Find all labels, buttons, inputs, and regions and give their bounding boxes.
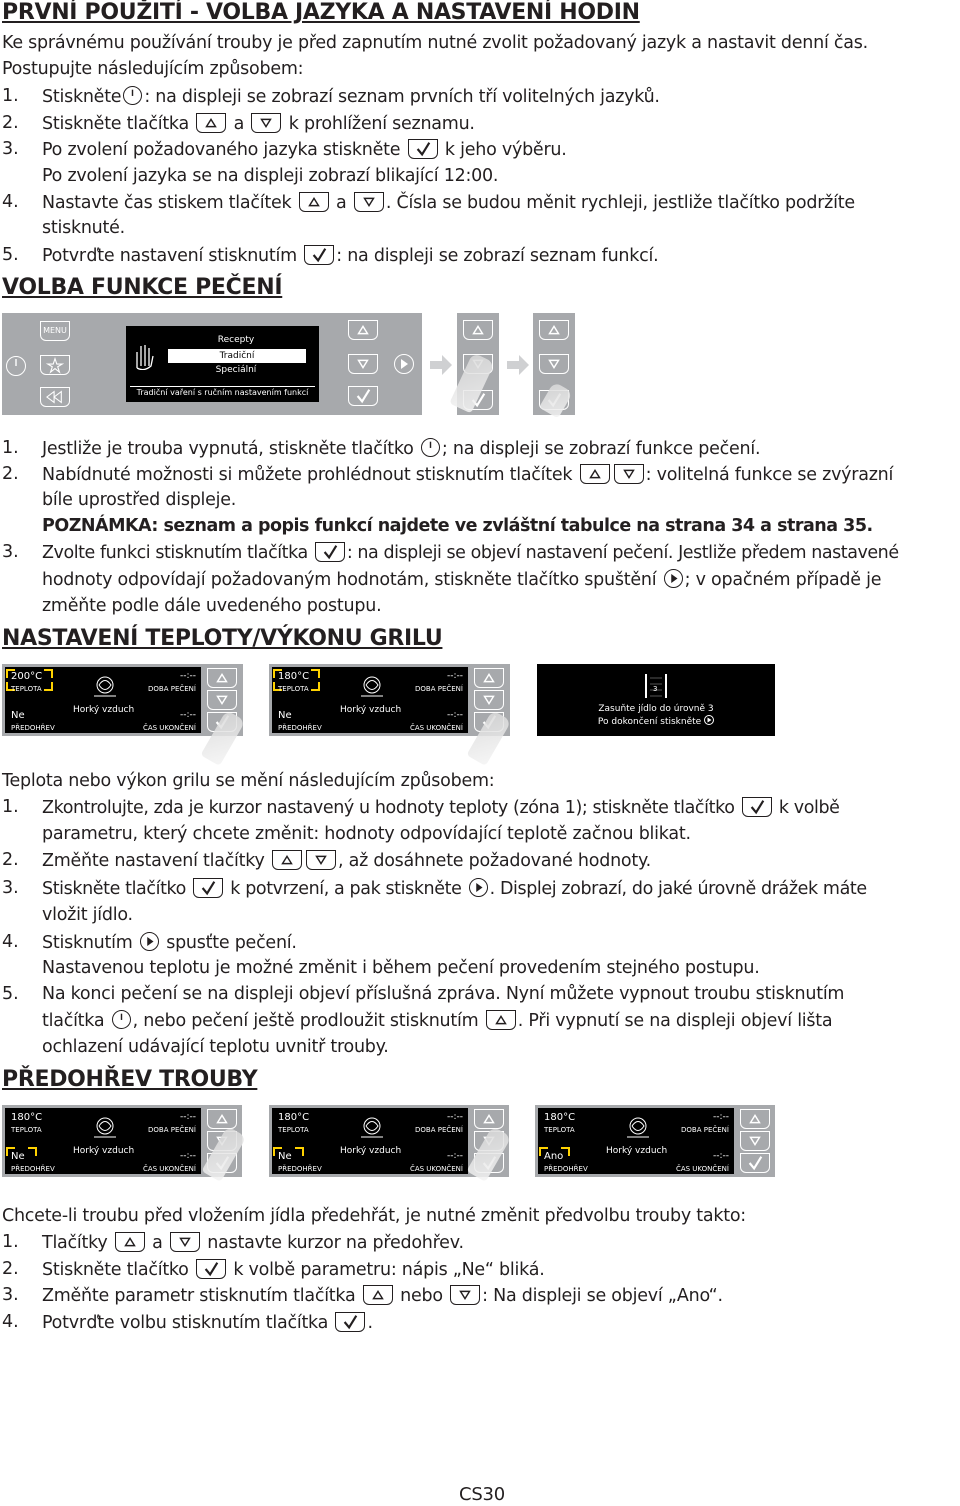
down-arrow-icon [450, 1285, 480, 1305]
up-arrow-icon [272, 850, 302, 870]
preheat-label: PŘEDOHŘEV [11, 724, 55, 732]
down-arrow-icon [354, 192, 384, 212]
menu-option-recepty: Recepty [217, 335, 255, 345]
end-time-label: ČAS UKONČENÍ [675, 1165, 729, 1173]
menu-button[interactable]: MENU [40, 321, 70, 341]
arrow-right-icon [430, 355, 452, 375]
step-text: Potvrďte volbu stisknutím tlačítka . [42, 1313, 373, 1333]
play-icon [469, 878, 488, 897]
step-text: hodnoty odpovídají požadovaným hodnotám, stiskněte tlačítko spuštění ; v opačném případě je [42, 570, 882, 590]
step-text: Stiskněte tlačítka a k prohlížení seznamu. [42, 114, 475, 134]
confirm-button[interactable] [740, 1153, 770, 1173]
fan-icon [624, 1113, 652, 1139]
up-button[interactable] [348, 320, 378, 340]
power-icon [112, 1010, 131, 1029]
up-arrow-icon [196, 113, 226, 133]
step-text: Po zvolení jazyka se na displeji zobrazí blikající 12:00. [42, 166, 499, 186]
step-number: 5. [2, 245, 19, 265]
step-text: Zkontrolujte, zda je kurzor nastavený u hodnoty teploty (zóna 1); stiskněte tlačítko k volbě [42, 798, 840, 818]
confirm-button[interactable] [348, 386, 378, 406]
step-text: Stisknutím spusťte pečení. [42, 933, 297, 953]
step-text: vložit jídlo. [42, 905, 133, 925]
note-text: POZNÁMKA: seznam a popis funkcí najdete ve zvláštní tabulce na strana 34 a strana 35. [42, 516, 873, 536]
temp-value: 180°C [278, 1112, 310, 1123]
fan-icon [358, 1113, 386, 1139]
level-display [537, 664, 775, 736]
time-label: DOBA PEČENÍ [148, 1126, 196, 1134]
step-number: 1. [2, 86, 19, 106]
end-time-value: --:-- [712, 1151, 729, 1161]
hand-icon [133, 342, 155, 370]
cursor-corner-icon [27, 1147, 37, 1157]
time-value: --:-- [179, 671, 196, 681]
step-text: Potvrďte nastavení stisknutím : na displeji se zobrazí seznam funkcí. [42, 246, 659, 266]
step-number: 4. [2, 932, 19, 952]
temp-value: 180°C [544, 1112, 576, 1123]
step-number: 1. [2, 1232, 19, 1252]
step-text: parametru, který chcete změnit: hodnoty odpovídající teplotě začnou blikat. [42, 824, 691, 844]
step-number: 1. [2, 797, 19, 817]
fan-icon [91, 672, 119, 698]
down-button[interactable] [348, 354, 378, 374]
end-time-label: ČAS UKONČENÍ [409, 1165, 463, 1173]
temp-label: TEPLOTA [11, 1126, 42, 1134]
section-title-preheat: PŘEDOHŘEV TROUBY [2, 1067, 258, 1092]
control-panel [269, 664, 510, 736]
down-button[interactable] [207, 690, 237, 710]
cursor-corner-icon [310, 669, 320, 679]
function-name: Horký vzduch [340, 1146, 402, 1156]
down-button[interactable] [740, 1131, 770, 1151]
temp-label: TEPLOTA [11, 685, 42, 693]
start-button[interactable] [394, 354, 414, 374]
up-button[interactable] [474, 668, 504, 688]
down-arrow-icon [251, 113, 281, 133]
menu-option-selected: Tradiční [168, 349, 306, 363]
time-value: --:-- [712, 1112, 729, 1122]
temp-label: TEPLOTA [278, 1126, 309, 1134]
preheat-label: PŘEDOHŘEV [278, 1165, 322, 1173]
temp-value: 180°C [278, 671, 310, 682]
step-number: 3. [2, 139, 19, 159]
function-name: Horký vzduch [606, 1146, 668, 1156]
control-panel [2, 313, 422, 415]
step-number: 5. [2, 984, 19, 1004]
step-number: 1. [2, 438, 19, 458]
up-button[interactable] [463, 320, 493, 340]
setting-display [272, 1108, 468, 1174]
insert-food-message: Zasuňte jídlo do úrovně 3 [598, 704, 714, 714]
function-display [126, 326, 319, 402]
power-icon [123, 86, 142, 105]
fan-icon [358, 672, 386, 698]
up-arrow-icon [363, 1285, 393, 1305]
power-button[interactable] [6, 356, 26, 376]
down-button[interactable] [474, 690, 504, 710]
step-text: Nastavenou teplotu je možné změnit i během pečení provedením stejného postupu. [42, 958, 760, 978]
preheat-value: Ne [278, 1151, 292, 1162]
function-name: Horký vzduch [340, 705, 402, 715]
up-button[interactable] [740, 1109, 770, 1129]
step-text: Stiskněte tlačítko k volbě parametru: nápis „Ne“ bliká. [42, 1260, 545, 1280]
favorite-button[interactable] [40, 355, 70, 375]
step-number: 2. [2, 113, 19, 133]
control-panel [535, 1105, 775, 1177]
end-time-value: --:-- [446, 710, 463, 720]
up-button[interactable] [539, 320, 569, 340]
step-number: 2. [2, 850, 19, 870]
cursor-corner-icon [310, 681, 320, 691]
step-text: Po zvolení požadovaného jazyka stiskněte k jeho výběru. [42, 140, 567, 160]
confirm-icon [196, 1259, 226, 1279]
preheat-value: Ne [11, 1151, 25, 1162]
step-number: 4. [2, 1312, 19, 1332]
up-button[interactable] [207, 668, 237, 688]
confirm-icon [742, 797, 772, 817]
step-text: Tlačítky a nastavte kurzor na předohřev. [42, 1233, 464, 1253]
display-footer: Tradiční vaření s ručním nastavením funkcí [136, 388, 309, 397]
up-arrow-icon [115, 1232, 145, 1252]
section-title-first-use: PRVNÍ POUŽITÍ - VOLBA JAZYKA A NASTAVENÍ HODIN [2, 0, 640, 25]
step-number: 2. [2, 464, 19, 484]
step-number: 4. [2, 192, 19, 212]
confirm-icon [335, 1312, 365, 1332]
play-icon [664, 569, 683, 588]
cursor-corner-icon [43, 669, 53, 679]
section-title-temperature: NASTAVENÍ TEPLOTY/VÝKONU GRILU [2, 626, 443, 651]
temp-label: TEPLOTA [544, 1126, 575, 1134]
step-text: stisknuté. [42, 218, 125, 238]
end-time-value: --:-- [179, 710, 196, 720]
step-number: 3. [2, 1285, 19, 1305]
up-button[interactable] [474, 1109, 504, 1129]
time-label: DOBA PEČENÍ [681, 1126, 729, 1134]
end-time-value: --:-- [179, 1151, 196, 1161]
step-text: Nabídnuté možnosti si můžete prohlédnout stisknutím tlačítek : volitelná funkce se zvýrazní [42, 465, 894, 485]
function-name: Horký vzduch [73, 705, 135, 715]
up-arrow-icon [486, 1010, 516, 1030]
preheat-value: Ne [278, 710, 292, 721]
confirm-icon [408, 139, 438, 159]
confirm-icon [304, 245, 334, 265]
intro-text: Teplota nebo výkon grilu se mění následujícím způsobem: [2, 771, 495, 791]
play-icon [704, 715, 714, 725]
end-time-label: ČAS UKONČENÍ [142, 724, 196, 732]
step-number: 2. [2, 1259, 19, 1279]
down-button[interactable] [539, 354, 569, 374]
preheat-label: PŘEDOHŘEV [544, 1165, 588, 1173]
step-text: Jestliže je trouba vypnutá, stiskněte tlačítko ; na displeji se zobrazí funkce pečení. [42, 439, 761, 459]
power-icon [421, 438, 440, 457]
step-number: 3. [2, 878, 19, 898]
step-text: Zvolte funkci stisknutím tlačítka : na displeji se objeví nastavení pečení. Jestliže předem nastavené [42, 543, 899, 563]
intro-text: Postupujte následujícím způsobem: [2, 59, 304, 79]
intro-text: Ke správnému používání trouby je před zapnutím nutné zvolit požadovaný jazyk a nastavit denní čas. [2, 33, 868, 53]
step-text: Nastavte čas stiskem tlačítek a . Čísla se budou měnit rychleji, jestliže tlačítko podržíte [42, 193, 855, 213]
end-time-label: ČAS UKONČENÍ [142, 1165, 196, 1173]
intro-text: Chcete-li troubu před vložením jídla předehřát, je nutné změnit předvolbu trouby takto: [2, 1206, 746, 1226]
preheat-label: PŘEDOHŘEV [11, 1165, 55, 1173]
control-panel [2, 664, 243, 736]
time-label: DOBA PEČENÍ [148, 685, 196, 693]
function-name: Horký vzduch [73, 1146, 135, 1156]
cursor-corner-icon [43, 681, 53, 691]
step-text: Na konci pečení se na displeji objeví příslušná zpráva. Nyní můžete vypnout troubu stisknutím [42, 984, 845, 1004]
section-title-function: VOLBA FUNKCE PEČENÍ [2, 275, 283, 300]
step-number: 3. [2, 542, 19, 562]
time-label: DOBA PEČENÍ [415, 1126, 463, 1134]
step-text: Stiskněte : na displeji se zobrazí seznam prvních tří volitelných jazyků. [42, 87, 660, 107]
preheat-value: Ne [11, 710, 25, 721]
setting-display [5, 667, 201, 733]
step-text: tlačítka , nebo pečení ještě prodloužit stisknutím . Při vypnutí se na displeji objeví lišta [42, 1011, 833, 1031]
up-arrow-icon [580, 464, 610, 484]
step-text: Změňte nastavení tlačítky , až dosáhnete požadované hodnoty. [42, 851, 651, 871]
end-time-value: --:-- [446, 1151, 463, 1161]
step-text: Stiskněte tlačítko k potvrzení, a pak stiskněte . Displej zobrazí, do jaké úrovně drážek máte [42, 879, 867, 899]
back-button[interactable] [40, 387, 70, 407]
temp-label: TEPLOTA [278, 685, 309, 693]
press-message: Po dokončení stiskněte [537, 715, 775, 727]
confirm-icon [193, 878, 223, 898]
step-text: bíle uprostřed displeje. [42, 490, 237, 510]
down-arrow-icon [306, 850, 336, 870]
arrow-right-icon [507, 355, 529, 375]
up-arrow-icon [299, 192, 329, 212]
play-icon [140, 932, 159, 951]
cursor-corner-icon [294, 1147, 304, 1157]
preheat-value: Ano [544, 1151, 564, 1162]
confirm-icon [315, 542, 345, 562]
time-value: --:-- [446, 1112, 463, 1122]
time-value: --:-- [179, 1112, 196, 1122]
down-arrow-icon [614, 464, 644, 484]
end-time-label: ČAS UKONČENÍ [409, 724, 463, 732]
setting-display [272, 667, 468, 733]
step-text: změňte podle dále uvedeného postupu. [42, 596, 382, 616]
step-text: Změňte parametr stisknutím tlačítka nebo : Na displeji se objeví „Ano“. [42, 1286, 723, 1306]
setting-display [538, 1108, 734, 1174]
setting-display [5, 1108, 201, 1174]
up-button[interactable] [207, 1109, 237, 1129]
level-number: 3 [653, 685, 658, 693]
menu-option-specialni: Speciální [215, 365, 257, 375]
fan-icon [91, 1113, 119, 1139]
page-number: CS30 [459, 1484, 505, 1505]
time-label: DOBA PEČENÍ [415, 685, 463, 693]
temp-value: 200°C [11, 671, 43, 682]
temp-value: 180°C [11, 1112, 43, 1123]
step-text: ochlazení udávající teplotu uvnitř trouby. [42, 1037, 389, 1057]
time-value: --:-- [446, 671, 463, 681]
preheat-label: PŘEDOHŘEV [278, 724, 322, 732]
down-arrow-icon [170, 1232, 200, 1252]
